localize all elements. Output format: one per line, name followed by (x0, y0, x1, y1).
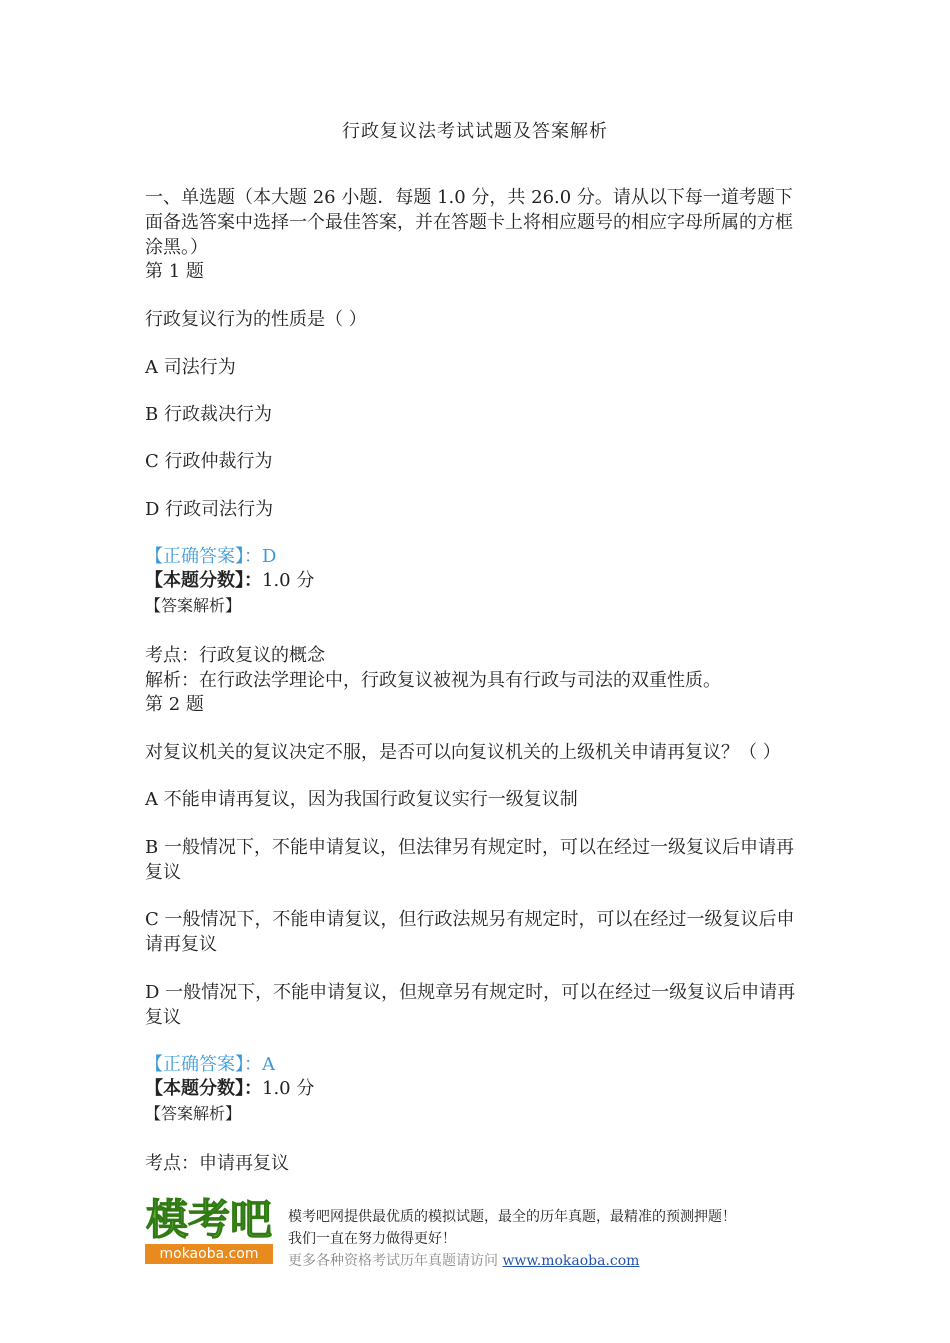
document-title: 行政复议法考试试题及答案解析 (342, 121, 608, 142)
answer-value: A (262, 1054, 275, 1075)
question-2-analysis-label: 【答案解析】 (145, 1104, 242, 1123)
question-1-option-a: A 司法行为 (145, 357, 236, 378)
question-2-option-c: C 一般情况下，不能申请复议，但行政法规另有规定时，可以在经过一级复议后申请再复议 (145, 909, 795, 955)
question-1-analysis-label: 【答案解析】 (145, 596, 242, 615)
question-2-number: 第 2 题 (145, 694, 204, 715)
mokaoba-logo (145, 1195, 273, 1266)
answer-value: D (262, 546, 277, 567)
question-1-score-row (145, 568, 807, 593)
question-1-jiexi: 解析：在行政法学理论中，行政复议被视为具有行政与司法的双重性质。 (145, 670, 721, 691)
question-2-kaodian: 考点：申请再复议 (145, 1153, 289, 1174)
footer-banner (145, 1195, 805, 1270)
question-1-kaodian: 考点：行政复议的概念 (145, 645, 325, 666)
logo-text: 模考吧 (145, 1195, 272, 1244)
question-1-option-d: D 行政司法行为 (145, 499, 274, 520)
question-2-option-d: D 一般情况下，不能申请复议，但规章另有规定时，可以在经过一级复议后申请再复议 (145, 982, 796, 1028)
question-2-answer-row (145, 1052, 807, 1077)
answer-label: 【正确答案】： (145, 546, 262, 567)
logo-subtext: mokaoba.com (145, 1244, 273, 1264)
question-1-answer-row (145, 544, 807, 569)
section-header: 一、单选题（本大题 26 小题．每题 1.0 分，共 26.0 分。请从以下每一道考题下面备选答案中选择一个最佳答案，并在答题卡上将相应题号的相应字母所属的方框涂黑。） (145, 187, 793, 258)
question-2-score-row (145, 1076, 807, 1101)
score-label: 【本题分数】： (145, 570, 262, 591)
question-1-number: 第 1 题 (145, 261, 204, 282)
footer-slogan: 模考吧网提供最优质的模拟试题，最全的历年真题，最精准的预测押题！ (288, 1209, 736, 1225)
question-2-option-b: B 一般情况下，不能申请复议，但法律另有规定时，可以在经过一级复议后申请再复议 (145, 837, 794, 883)
question-1-stem: 行政复议行为的性质是（ ） (145, 309, 367, 330)
question-2-option-a: A 不能申请再复议，因为我国行政复议实行一级复议制 (145, 789, 578, 810)
answer-label: 【正确答案】： (145, 1054, 262, 1075)
footer-website-link[interactable]: www.mokaoba.com (502, 1253, 640, 1269)
score-value: 1.0 分 (262, 1078, 315, 1099)
question-1-option-c: C 行政仲裁行为 (145, 451, 273, 472)
footer-visit-prefix: 更多各种资格考试历年真题请访问 (288, 1253, 498, 1269)
question-1-option-b: B 行政裁决行为 (145, 404, 272, 425)
score-label: 【本题分数】： (145, 1078, 262, 1099)
footer-visit-line (288, 1250, 639, 1270)
score-value: 1.0 分 (262, 570, 315, 591)
question-2-stem: 对复议机关的复议决定不服，是否可以向复议机关的上级机关申请再复议？（ ） (145, 742, 781, 763)
footer-motto: 我们一直在努力做得更好！ (288, 1231, 456, 1247)
